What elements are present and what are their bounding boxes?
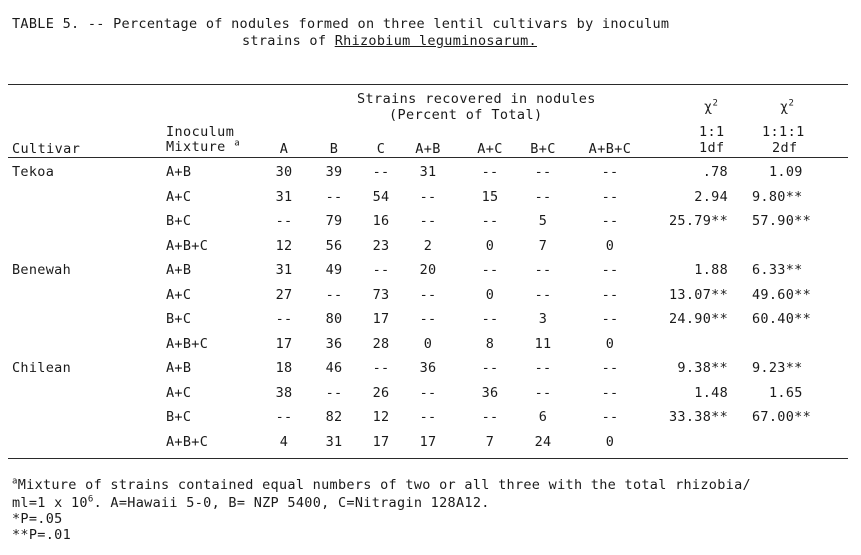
strain-value: 2 [423, 237, 433, 254]
strain-value: 0 [605, 433, 615, 450]
strain-value: -- [325, 384, 343, 401]
strain-value: 7 [538, 237, 548, 254]
header-mixture: Mixture $^a$ [166, 138, 241, 155]
strain-value: 17 [275, 335, 293, 352]
strain-value: -- [481, 409, 499, 425]
top-rule [8, 84, 848, 85]
inoculum-mixture: B+C [166, 409, 192, 425]
strain-value: 3 [538, 311, 548, 327]
chi-square-1df: 24.90** [669, 311, 728, 327]
inoculum-mixture: B+C [166, 311, 192, 327]
strain-value: -- [419, 188, 437, 205]
strain-value: -- [534, 262, 552, 278]
strain-value: -- [601, 286, 619, 303]
strain-value: -- [372, 360, 390, 376]
strain-value: -- [419, 286, 437, 303]
strain-value: -- [325, 286, 343, 303]
strain-value: -- [601, 262, 619, 278]
strain-value: 24 [534, 433, 552, 450]
chi-square-2df: 49.60** [752, 286, 811, 303]
strain-value: 20 [419, 262, 437, 278]
strain-value: -- [481, 213, 499, 229]
inoculum-mixture: A+C [166, 286, 192, 303]
strain-value: -- [481, 360, 499, 376]
chi-square-1df: 25.79** [669, 213, 728, 229]
strain-value: -- [534, 164, 552, 180]
title-prefix: strains of [242, 33, 335, 49]
strain-value: -- [275, 311, 293, 327]
strain-value: -- [481, 262, 499, 278]
strain-value: 0 [485, 286, 495, 303]
inoculum-mixture: A+B+C [166, 237, 209, 254]
col-header-a-b-c: A+B+C [588, 141, 632, 157]
chi2-symbol: $\chi^2$ [780, 98, 795, 115]
chi-square-1df: 1.48 [694, 384, 728, 401]
strain-value: -- [601, 384, 619, 401]
strain-value: -- [372, 164, 390, 180]
footnote-p01: **P=.01 [12, 527, 71, 543]
col-header-a-c: A+C [477, 141, 503, 157]
inoculum-mixture: A+B+C [166, 433, 209, 450]
strain-value: -- [419, 213, 437, 229]
chi1-symbol: $\chi^2$ [704, 98, 719, 115]
chi-square-1df: 1.88 [694, 262, 728, 278]
strain-value: -- [275, 213, 293, 229]
strain-value: 46 [325, 360, 343, 376]
strain-value: 54 [372, 188, 390, 205]
strain-value: 11 [534, 335, 552, 352]
footnote-a-line1: $^a$Mixture of strains contained equal numbers of two or all three with the total rhizobia/ [12, 476, 751, 493]
strain-value: 0 [605, 335, 615, 352]
chi1-df: 1df [699, 140, 725, 156]
table-title-line2 [242, 33, 537, 49]
strain-value: -- [534, 384, 552, 401]
header-cultivar: Cultivar [12, 141, 81, 157]
chi2-ratio: 1:1:1 [762, 124, 805, 140]
strain-value: -- [481, 311, 499, 327]
strain-value: 0 [605, 237, 615, 254]
strain-value: 31 [325, 433, 343, 450]
chi-square-1df: 9.38** [677, 360, 728, 376]
strain-value: 49 [325, 262, 343, 278]
chi-square-1df: 13.07** [669, 286, 728, 303]
table-title-line1: TABLE 5. -- Percentage of nodules formed on three lentil cultivars by inoculum [12, 16, 670, 32]
strain-value: 12 [372, 409, 390, 425]
strain-value: -- [601, 164, 619, 180]
header-group-title: Strains recovered in nodules [357, 91, 596, 107]
strain-value: -- [534, 188, 552, 205]
inoculum-mixture: A+C [166, 188, 192, 205]
strain-value: -- [372, 262, 390, 278]
strain-value: 5 [538, 213, 548, 229]
strain-value: 36 [419, 360, 437, 376]
chi1-ratio: 1:1 [699, 124, 725, 140]
header-inoculum: Inoculum [166, 124, 235, 140]
strain-value: 23 [372, 237, 390, 254]
strain-value: 36 [481, 384, 499, 401]
cultivar-name: Chilean [12, 360, 71, 376]
inoculum-mixture: A+B [166, 360, 192, 376]
strain-value: 6 [538, 409, 548, 425]
strain-value: -- [419, 384, 437, 401]
strain-value: 56 [325, 237, 343, 254]
col-header-b: B [329, 141, 339, 157]
chi-square-2df: 9.80** [752, 188, 803, 205]
strain-value: -- [275, 409, 293, 425]
strain-value: 31 [275, 262, 293, 278]
strain-value: 82 [325, 409, 343, 425]
strain-value: -- [419, 409, 437, 425]
inoculum-mixture: A+C [166, 384, 192, 401]
strain-value: 16 [372, 213, 390, 229]
strain-value: -- [419, 311, 437, 327]
strain-value: 31 [419, 164, 437, 180]
strain-value: 8 [485, 335, 495, 352]
strain-value: 26 [372, 384, 390, 401]
strain-value: 80 [325, 311, 343, 327]
chi-square-2df: 57.90** [752, 213, 811, 229]
strain-value: -- [534, 286, 552, 303]
strain-value: -- [481, 164, 499, 180]
chi-square-2df: 1.09 [769, 164, 803, 180]
inoculum-mixture: B+C [166, 213, 192, 229]
strain-value: 18 [275, 360, 293, 376]
header-rule [8, 157, 848, 158]
strain-value: 36 [325, 335, 343, 352]
strain-value: -- [325, 188, 343, 205]
strain-value: 28 [372, 335, 390, 352]
footnote-a-line2: ml=1 x $10^6$. A=Hawaii 5-0, B= NZP 5400, C=Nitragin 128A12. [12, 494, 490, 511]
strain-value: 17 [419, 433, 437, 450]
chi2-df: 2df [772, 140, 798, 156]
strain-value: 79 [325, 213, 343, 229]
col-header-a: A [279, 141, 289, 157]
strain-value: 38 [275, 384, 293, 401]
header-group-subtitle: (Percent of Total) [389, 107, 543, 123]
cultivar-name: Benewah [12, 262, 71, 278]
strain-value: -- [534, 360, 552, 376]
chi-square-2df: 67.00** [752, 409, 811, 425]
strain-value: -- [601, 311, 619, 327]
col-header-a-b: A+B [415, 141, 441, 157]
strain-value: 4 [279, 433, 289, 450]
title-species: Rhizobium leguminosarum. [334, 33, 537, 49]
chi-square-2df: 6.33** [752, 262, 803, 278]
chi-square-1df: .78 [702, 164, 728, 180]
strain-value: 0 [485, 237, 495, 254]
strain-value: 0 [423, 335, 433, 352]
chi-square-1df: 2.94 [694, 188, 728, 205]
footnote-p05: *P=.05 [12, 511, 63, 527]
strain-value: 30 [275, 164, 293, 180]
inoculum-mixture: A+B [166, 262, 192, 278]
strain-value: 17 [372, 433, 390, 450]
bottom-rule [8, 458, 848, 459]
strain-value: 73 [372, 286, 390, 303]
chi-square-2df: 9.23** [752, 360, 803, 376]
strain-value: 12 [275, 237, 293, 254]
chi-square-1df: 33.38** [669, 409, 728, 425]
strain-value: 7 [485, 433, 495, 450]
strain-value: 27 [275, 286, 293, 303]
inoculum-mixture: A+B+C [166, 335, 209, 352]
strain-value: -- [601, 409, 619, 425]
chi-square-2df: 60.40** [752, 311, 811, 327]
inoculum-mixture: A+B [166, 164, 192, 180]
col-header-c: C [376, 141, 386, 157]
strain-value: -- [601, 188, 619, 205]
cultivar-name: Tekoa [12, 164, 55, 180]
strain-value: -- [601, 360, 619, 376]
col-header-b-c: B+C [530, 141, 556, 157]
strain-value: 15 [481, 188, 499, 205]
chi-square-2df: 1.65 [769, 384, 803, 401]
strain-value: 17 [372, 311, 390, 327]
strain-value: 31 [275, 188, 293, 205]
strain-value: -- [601, 213, 619, 229]
strain-value: 39 [325, 164, 343, 180]
